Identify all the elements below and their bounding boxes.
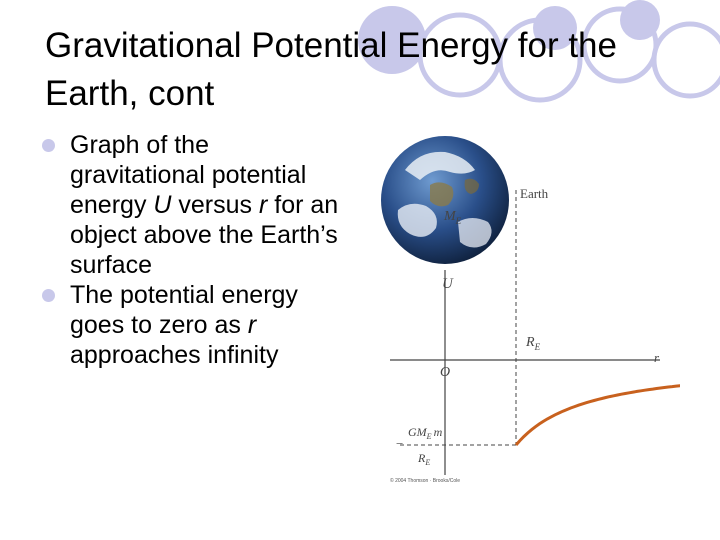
x-axis-label: r bbox=[654, 350, 660, 365]
origin-label: O bbox=[440, 365, 451, 380]
bullet-1-var-u: U bbox=[153, 191, 172, 219]
bullet-2-var-r: r bbox=[247, 311, 257, 339]
earth-globe-icon bbox=[381, 136, 509, 264]
bullet-2-text-a: The potential energy goes to zero as bbox=[70, 281, 298, 339]
potential-energy-figure bbox=[370, 130, 680, 490]
neg-sign: − bbox=[396, 436, 404, 451]
bullet-list bbox=[42, 130, 342, 370]
figure-credit: © 2004 Thomson · Brooks/Cole bbox=[390, 478, 461, 484]
bullet-2-text-b: approaches infinity bbox=[70, 341, 279, 369]
earth-label: Earth bbox=[520, 186, 549, 201]
bullet-item-1 bbox=[42, 130, 342, 280]
potential-energy-curve bbox=[516, 380, 680, 445]
bullet-1-var-r: r bbox=[258, 191, 268, 219]
y-axis-label: U bbox=[442, 276, 453, 292]
earth-mass-label: $M_E$ bbox=[444, 209, 462, 226]
neg-label-numerator: $GM_E$ m bbox=[408, 425, 443, 441]
radius-label: $R_E$ bbox=[526, 335, 541, 352]
neg-label-denominator: $R_E$ bbox=[418, 451, 431, 467]
negative-energy-label bbox=[396, 425, 443, 467]
bullet-marker-icon bbox=[42, 139, 55, 152]
bullet-item-2 bbox=[42, 280, 342, 370]
bullet-1-text-a: Graph of the gravitational potential energy bbox=[70, 131, 307, 219]
bullet-1-text-b: versus bbox=[171, 191, 259, 219]
slide-title: Gravitational Potential Energy for the Earth, cont bbox=[45, 26, 617, 113]
bullet-marker-icon bbox=[42, 289, 55, 302]
bullet-1-text-c: for an object above the Earth’s surface bbox=[70, 191, 339, 279]
